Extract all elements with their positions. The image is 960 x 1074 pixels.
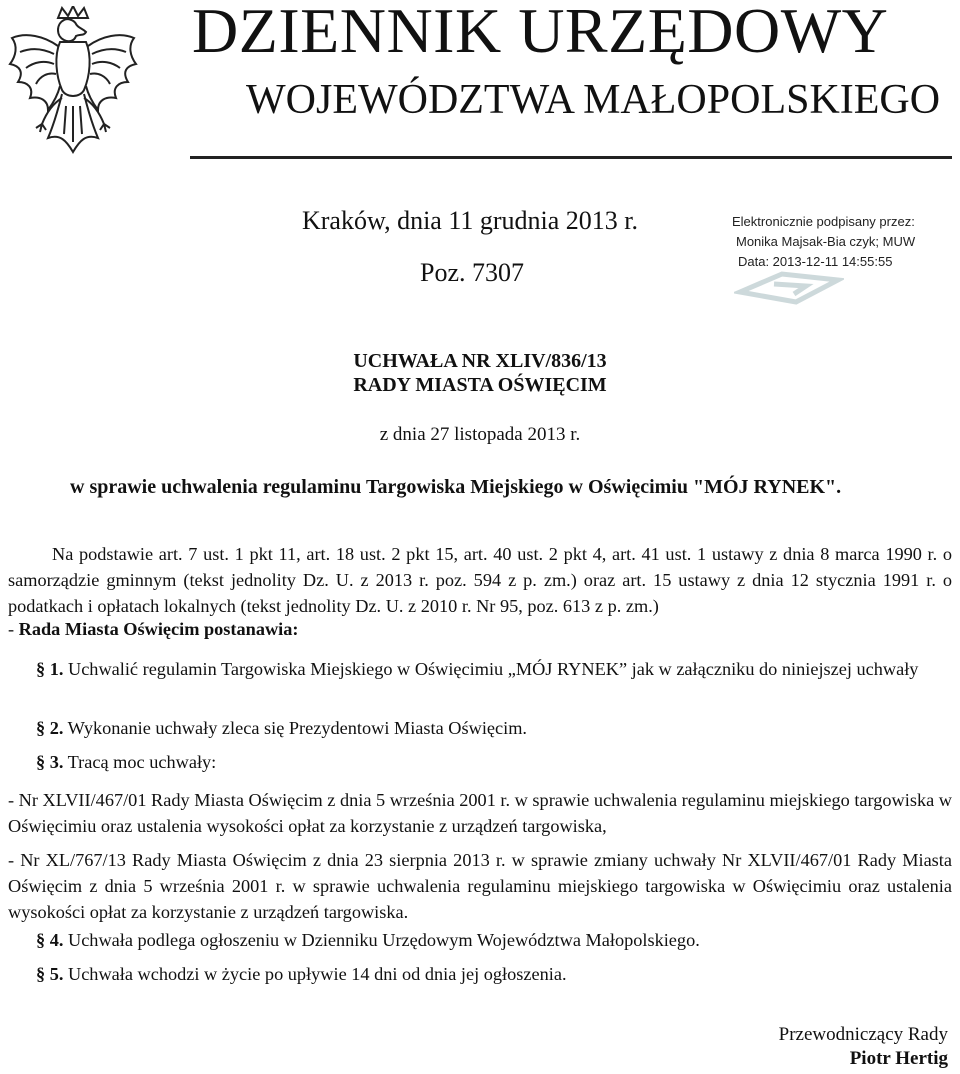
journal-title: DZIENNIK URZĘDOWY bbox=[192, 0, 889, 66]
signature-line-1: Elektronicznie podpisany przez: bbox=[732, 214, 915, 229]
resolution-subject: w sprawie uchwalenia regulaminu Targowiska Miejskiego w Oświęcimiu "MÓJ RYNEK". bbox=[70, 476, 842, 498]
section-5-mark: § 5. bbox=[36, 964, 64, 984]
section-2 bbox=[36, 718, 527, 739]
repealed-item-2: - Nr XL/767/13 Rady Miasta Oświęcim z dnia 23 sierpnia 2013 r. w sprawie zmiany uchwały Nr XLVII/467/01 Rady Miasta Oświęcim z dnia 5 września 2001 r. w sprawie uchwalenia regulaminu miejskiego targowiska w Oświęcimiu oraz ustalenia wysokości opłat za korzystanie z urządzeń targowiska. bbox=[8, 850, 952, 922]
preamble-text: Na podstawie art. 7 ust. 1 pkt 11, art. 18 ust. 2 pkt 15, art. 40 ust. 2 pkt 4, art. 41 ust. 1 ustawy z dnia 8 marca 1990 r. o samorządzie gminnym (tekst jednolity Dz. U. z 2013 r. poz. 594 z p. zm.) oraz art. 15 ustawy z dnia 12 stycznia 1991 r. o podatkach i opłatach lokalnych (tekst jednolity Dz. U. z 2010 r. Nr 95, poz. 613 z p. zm.) bbox=[8, 544, 952, 616]
section-3-text: Tracą moc uchwały: bbox=[63, 752, 217, 772]
preamble-closing-prefix: - bbox=[8, 619, 19, 639]
section-5 bbox=[36, 964, 567, 985]
journal-subtitle: WOJEWÓDZTWA MAŁOPOLSKIEGO bbox=[246, 77, 941, 123]
preamble bbox=[8, 541, 952, 619]
section-2-text: Wykonanie uchwały zleca się Prezydentowi Miasta Oświęcim. bbox=[63, 718, 527, 738]
preamble-closing bbox=[8, 619, 298, 640]
position-number: Poz. 7307 bbox=[420, 258, 524, 287]
section-1 bbox=[8, 656, 952, 682]
signature-watermark-icon bbox=[734, 268, 844, 308]
signatory-name: Piotr Hertig bbox=[849, 1048, 948, 1069]
resolution-number: UCHWAŁA NR XLIV/836/13 bbox=[353, 350, 607, 372]
section-4 bbox=[36, 930, 700, 951]
section-5-text: Uchwała wchodzi w życie po upływie 14 dni od dnia jej ogłoszenia. bbox=[63, 964, 567, 984]
electronic-signature-box bbox=[732, 212, 958, 304]
signatory-role: Przewodniczący Rady bbox=[778, 1024, 948, 1045]
section-1-mark: § 1. bbox=[36, 659, 64, 679]
signature-line-3: Data: 2013-12-11 14:55:55 bbox=[738, 254, 893, 269]
resolution-issuer: RADY MIASTA OŚWIĘCIM bbox=[353, 374, 607, 396]
section-4-mark: § 4. bbox=[36, 930, 64, 950]
preamble-closing-bold: Rada Miasta Oświęcim postanawia: bbox=[18, 619, 299, 639]
publication-date: Kraków, dnia 11 grudnia 2013 r. bbox=[302, 206, 639, 235]
resolution-date: z dnia 27 listopada 2013 r. bbox=[379, 424, 581, 445]
section-1-text: Uchwalić regulamin Targowiska Miejskiego w Oświęcimiu „MÓJ RYNEK” jak w załączniku do niniejszej uchwały bbox=[63, 659, 919, 679]
section-3 bbox=[36, 752, 216, 773]
section-4-text: Uchwała podlega ogłoszeniu w Dzienniku Urzędowym Województwa Małopolskiego. bbox=[63, 930, 700, 950]
header-divider bbox=[190, 156, 952, 159]
repealed-item-1: - Nr XLVII/467/01 Rady Miasta Oświęcim z dnia 5 września 2001 r. w sprawie uchwalenia regulaminu miejskiego targowiska w Oświęcimiu oraz ustalenia wysokości opłat za korzystanie z urządzeń targowiska, bbox=[8, 790, 952, 836]
section-3-mark: § 3. bbox=[36, 752, 64, 772]
signature-line-2: Monika Majsak-Bia czyk; MUW bbox=[736, 234, 916, 249]
coat-of-arms-eagle-icon bbox=[4, 6, 142, 156]
section-2-mark: § 2. bbox=[36, 718, 64, 738]
